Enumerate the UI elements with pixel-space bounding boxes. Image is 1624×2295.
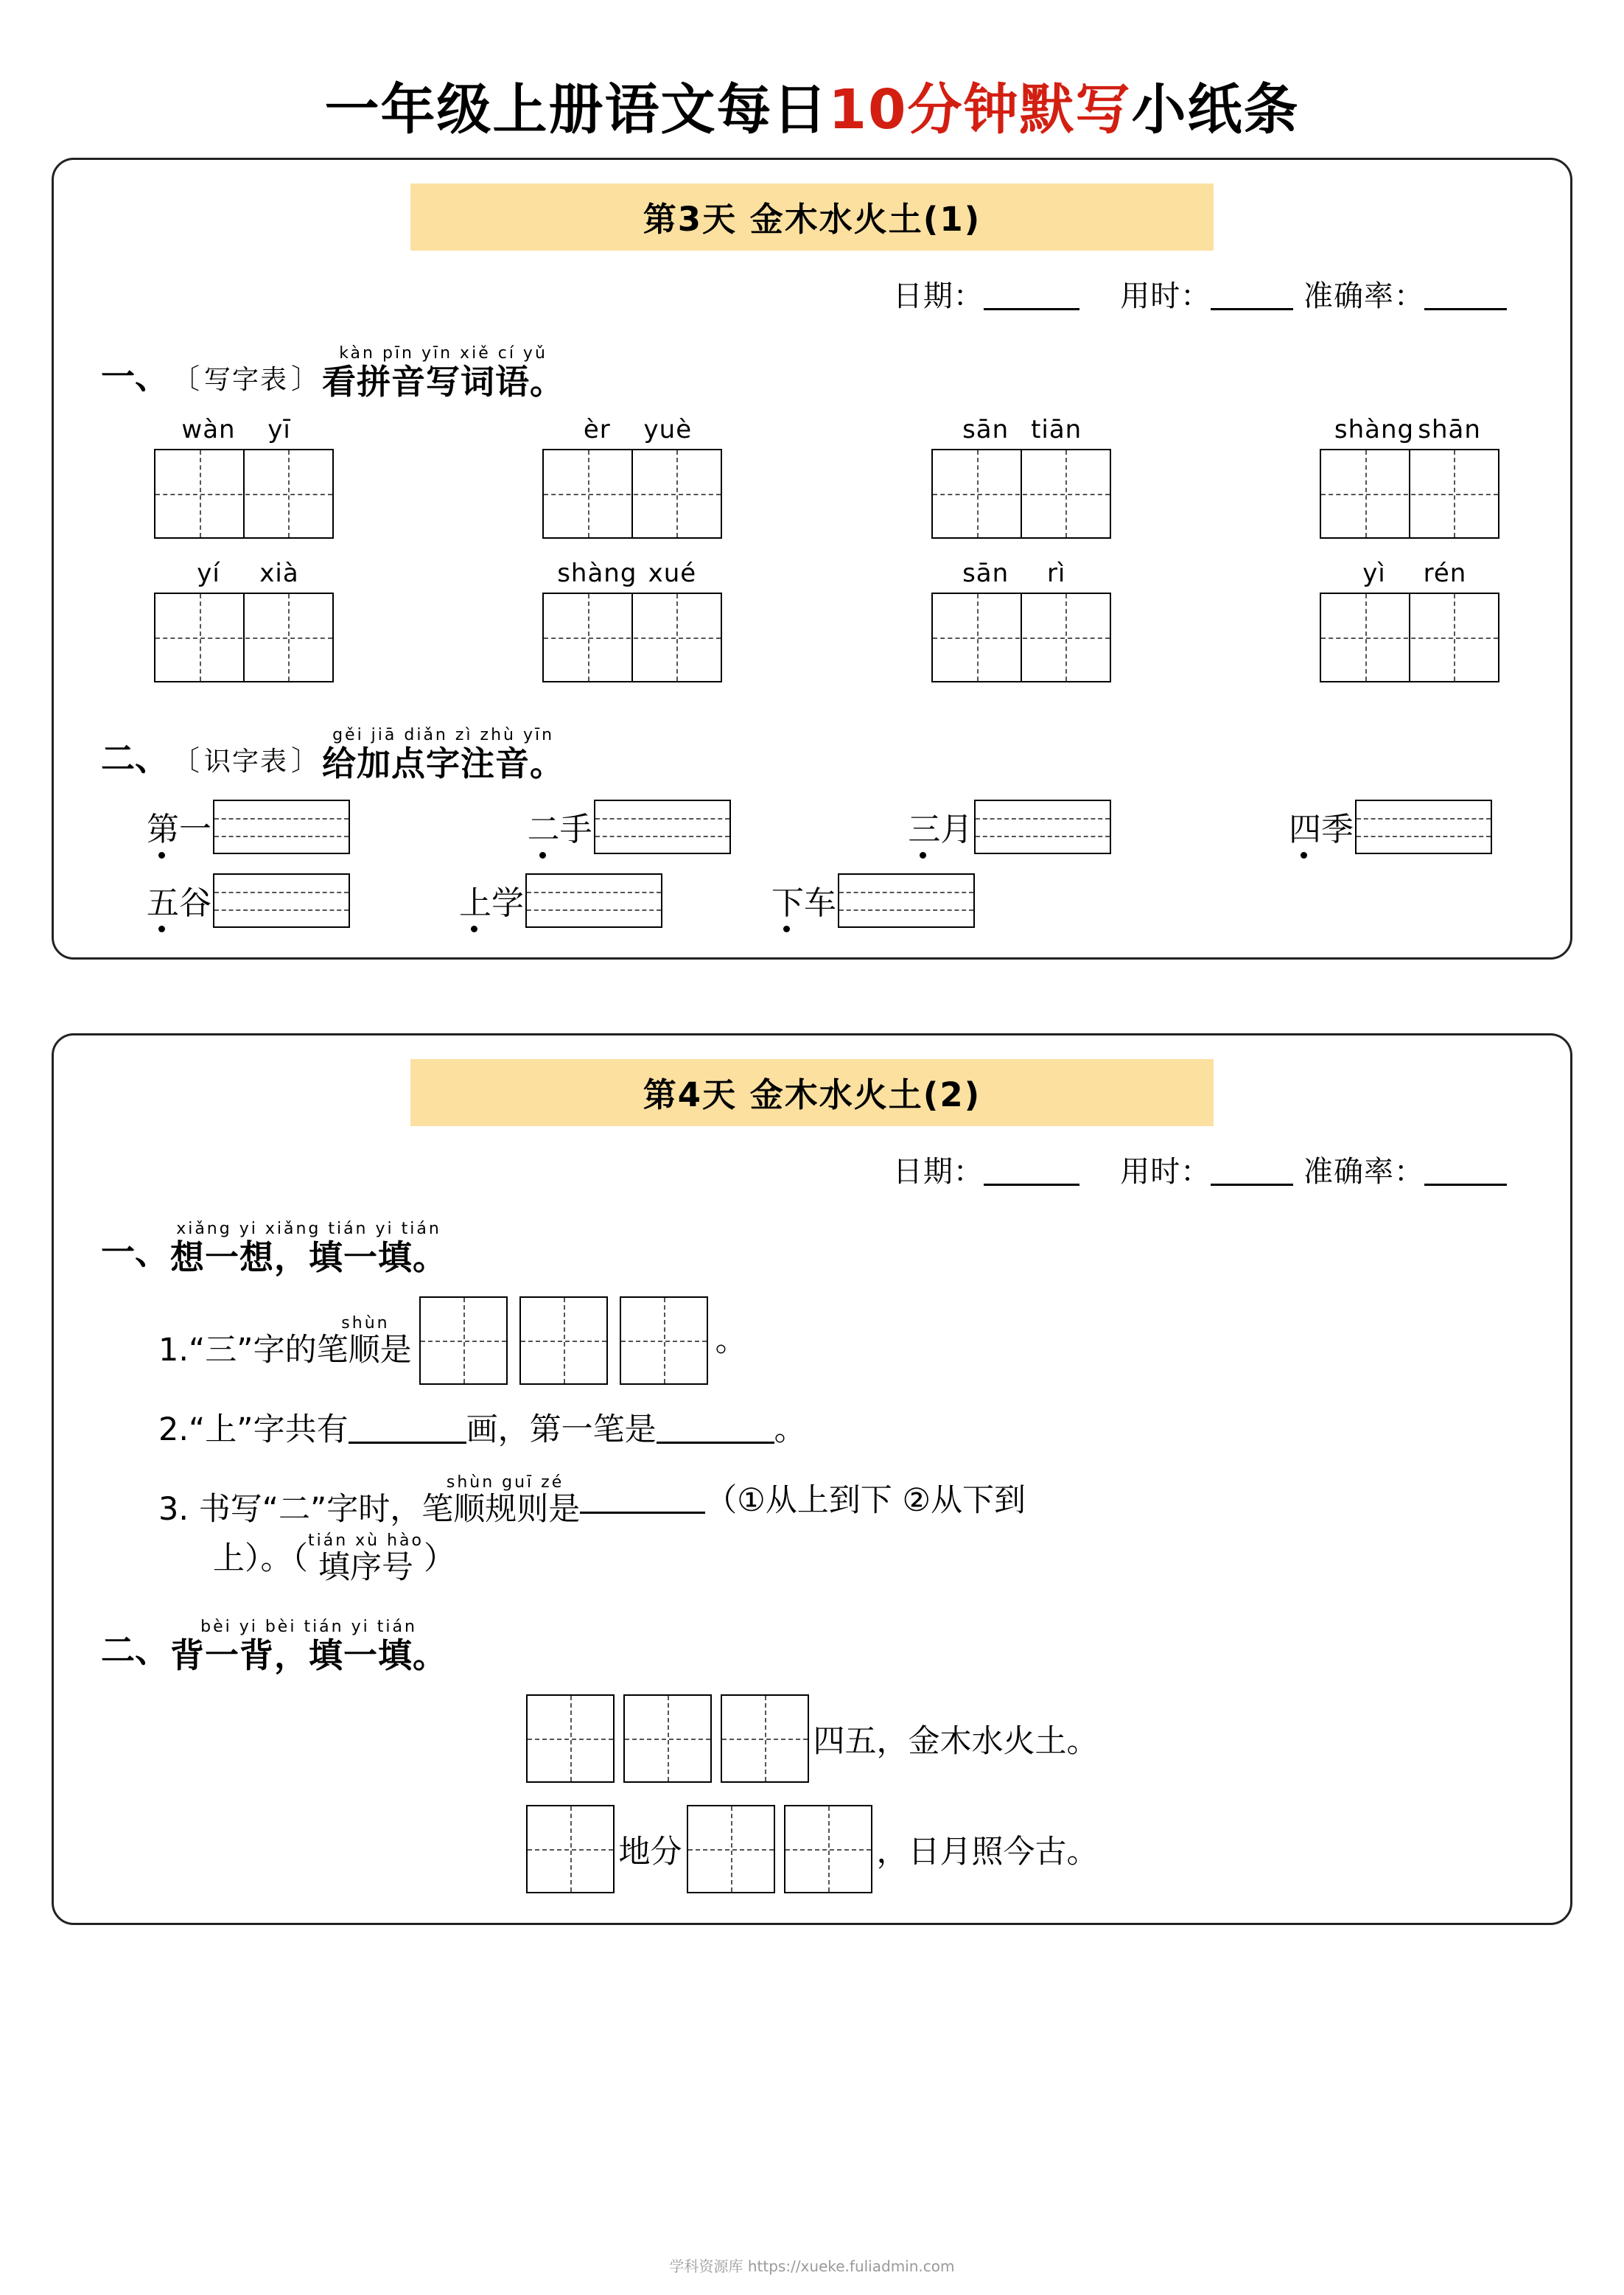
day3-q2-heading [101,726,1536,783]
pinyin-right: xué [648,559,697,588]
zhuyin-item [147,873,350,928]
day4-card [52,1033,1572,1925]
tianzige-single[interactable] [419,1296,508,1385]
day3-card [52,158,1572,960]
day4-q1-item2-suffix: 。 [774,1411,806,1448]
day4-q2-line1-text: 四五，金木水火土。 [813,1722,1099,1760]
day4-q1-text-ruby [170,1220,447,1277]
day4-accuracy-label: 准确率： [1303,1155,1424,1189]
day4-q1-item3-line2-pinyin: tián xù hào [308,1531,424,1551]
day3-q2-number: 二、 [101,738,169,778]
pinyin-write-box[interactable] [213,800,350,854]
day3-date-blank[interactable] [984,279,1079,310]
zhuyin-item [528,800,731,854]
pinyin-right: rì [1046,559,1066,588]
pinyin-write-box[interactable] [525,873,662,928]
emphasis-dot [158,926,165,932]
zhuyin-word: 三月 [908,803,973,854]
day4-time-label: 用时： [1120,1155,1211,1189]
day3-q1-row-1 [88,415,1536,542]
tianzige-single[interactable] [687,1805,775,1893]
tianzige-pair[interactable] [1320,593,1499,682]
zhuyin-word: 二手 [528,803,592,854]
day4-q1-heading [101,1220,1536,1277]
pinyin-right: yuè [643,415,693,444]
day3-time-label: 用时： [1120,279,1211,313]
day3-q2-pinyin: gěi jiā diǎn zì zhù yīn [332,726,555,744]
fill-grids [526,1694,809,1783]
zhuyin-word: 下车 [771,876,836,928]
tianzige-single[interactable] [526,1694,615,1783]
word-cell [154,559,334,686]
word-cell [1320,559,1499,686]
word-pinyin [542,559,722,588]
tianzige-pair[interactable] [154,449,334,539]
emphasis-dot [1301,852,1307,859]
day4-q1-item3-suffix: （①从上到下 ②从下到 [705,1481,1026,1519]
day4-q2-line2-end: ，日月照今古。 [876,1833,1099,1870]
zhuyin-item [459,873,662,928]
day3-q1-heading [101,344,1536,402]
emphasis-dot [920,852,926,859]
word-cell [154,415,334,542]
zhuyin-item [771,873,975,928]
pinyin-left: yí [197,559,220,588]
word-cell [931,415,1111,542]
day3-q1-pinyin: kàn pīn yīn xiě cí yǔ [339,344,547,363]
day4-q1-item2-mid: 画，第一笔是 [466,1411,657,1448]
day4-q2-pinyin: bèi yi bèi tián yi tián [200,1618,417,1637]
day3-q1-text-ruby [322,344,565,402]
day3-q1-row-2 [88,559,1536,686]
zhuyin-word: 第一 [147,803,211,854]
day3-q1-bracket-open: 〔 [172,364,202,395]
tianzige-single[interactable] [623,1694,712,1783]
word-pinyin [931,415,1111,444]
zhuyin-item [1289,800,1492,854]
day4-q1-item2-blank-1[interactable] [349,1417,466,1444]
tianzige-pair[interactable] [154,593,334,682]
pinyin-write-box[interactable] [594,800,731,854]
day4-q1-item3-pinyin: shùn guī zé [446,1473,564,1492]
word-pinyin [931,559,1111,588]
zhuyin-item [147,800,350,854]
day3-accuracy-blank[interactable] [1424,279,1507,310]
day4-q1-item-3 [158,1473,1536,1529]
day4-q1-item2-blank-2[interactable] [657,1417,774,1444]
day4-q1-item3-prefix: 3. 书写“二”字时，笔顺规则是 [158,1491,581,1529]
day4-q1-item1-text: 1.“三”字的笔顺是 [158,1331,412,1369]
day4-time-blank[interactable] [1211,1154,1293,1186]
pinyin-left: shàng [557,559,637,588]
word-pinyin [542,415,722,444]
emphasis-dot [471,926,477,932]
tianzige-pair[interactable] [931,593,1111,682]
day3-q2-bracket-open: 〔 [172,746,202,777]
day3-banner: 第3天 金木水火土(1) [410,184,1214,251]
day3-time-blank[interactable] [1211,279,1293,310]
tianzige-single[interactable] [526,1805,615,1893]
day4-accuracy-blank[interactable] [1424,1154,1507,1186]
tianzige-single[interactable] [620,1296,708,1385]
emphasis-dot [783,926,790,932]
pinyin-left: sān [962,559,1009,588]
day3-q1-source-label: 写字表 [204,365,289,394]
day4-q2-line2-mid: 地分 [618,1833,682,1870]
pinyin-right: rén [1423,559,1467,588]
day3-meta-row [88,273,1536,315]
word-pinyin [154,559,334,588]
pinyin-write-box[interactable] [838,873,975,928]
word-cell [1320,415,1499,542]
day3-q2-row-1 [88,800,1536,854]
pinyin-right: tiān [1031,415,1082,444]
title-part-1: 一年级上册语文每日 [324,78,829,142]
day3-q2-source-label: 识字表 [204,747,289,776]
zhuyin-item [908,800,1111,854]
word-cell [542,559,722,686]
day3-q1-bracket-close: 〕 [291,364,321,395]
tianzige-pair[interactable] [1320,449,1499,539]
tianzige-single[interactable] [519,1296,608,1385]
day4-q2-text: 背一背，填一填。 [170,1635,447,1676]
day4-q2-text-ruby [170,1618,447,1676]
pinyin-write-box[interactable] [213,873,350,928]
fill-grids-after [687,1805,872,1893]
pinyin-left: shàng [1334,415,1415,444]
emphasis-dot [158,852,165,859]
word-pinyin [1320,559,1499,588]
title-highlight: 10分钟默写 [828,78,1132,142]
day4-date-blank[interactable] [984,1154,1079,1186]
day4-q1-item1-pinyin: shùn [341,1313,390,1332]
pinyin-right: xià [259,559,299,588]
zhuyin-word: 上学 [459,876,524,928]
tianzige-pair[interactable] [542,449,722,539]
pinyin-right: yī [267,415,291,444]
pinyin-left: sān [962,415,1009,444]
day4-q2-line-1 [88,1694,1536,1783]
day4-meta-row [88,1148,1536,1190]
pinyin-right: shān [1418,415,1481,444]
page-title [52,66,1572,144]
pinyin-left: èr [583,415,611,444]
day4-q1-item3-ruby [158,1473,581,1529]
day4-q1-item-3-line2 [213,1531,1536,1587]
day4-q2-heading [101,1618,1536,1676]
day3-q2-bracket-close: 〕 [291,746,321,777]
day3-q1-number: 一、 [101,357,169,397]
day4-q1-item-2 [158,1407,1536,1453]
day4-q2-number: 二、 [101,1630,169,1671]
zhuyin-word: 四季 [1289,803,1354,854]
day4-q1-pinyin: xiǎng yi xiǎng tián yi tián [176,1220,441,1238]
word-cell [542,415,722,542]
tianzige-pair[interactable] [542,593,722,682]
day3-q1-text: 看拼音写词语。 [322,362,565,402]
day4-date-label: 日期： [892,1155,984,1189]
day4-q1-item3-line2-suffix: ） [424,1540,455,1577]
tianzige-single[interactable] [721,1694,809,1783]
day3-q2-row-2 [88,873,1536,928]
day4-q1-item1-ruby [158,1313,412,1369]
day3-q2-text: 给加点字注音。 [322,744,565,783]
tianzige-pair[interactable] [931,449,1111,539]
day3-accuracy-label: 准确率： [1303,279,1424,313]
pinyin-write-box[interactable] [974,800,1111,854]
word-cell [931,559,1111,686]
emphasis-dot [539,852,546,859]
day3-date-label: 日期： [892,279,984,313]
day4-q1-number: 一、 [101,1232,169,1272]
fill-grids-before [526,1805,615,1893]
day4-q1-item2-prefix: 2.“上”字共有 [158,1411,349,1448]
day4-banner: 第4天 金木水火土(2) [410,1059,1214,1126]
day4-q1-item-1 [158,1296,1536,1385]
pinyin-left: wàn [181,415,236,444]
day4-q1-item3-line2-text: 填序号 [318,1549,413,1587]
day4-q1-item3-blank[interactable] [580,1487,705,1514]
day4-q1-item3-line2-ruby [308,1531,424,1587]
footer-watermark: 学科资源库 https://xueke.fuliadmin.com [669,2257,955,2275]
title-part-2: 小纸条 [1131,78,1300,142]
day4-q2-line-2 [88,1805,1536,1893]
zhuyin-word: 五谷 [147,876,211,928]
day4-q1-item1-suffix: 。 [715,1321,747,1359]
word-pinyin [154,415,334,444]
pinyin-write-box[interactable] [1355,800,1492,854]
day3-q2-text-ruby [322,726,565,783]
day4-q1-text: 想一想，填一填。 [170,1237,447,1277]
pinyin-left: yì [1362,559,1386,588]
day4-q1-item3-line2-prefix: 上）。（ [213,1540,308,1577]
tianzige-single[interactable] [784,1805,872,1893]
stroke-order-grids [419,1296,708,1385]
word-pinyin [1320,415,1499,444]
